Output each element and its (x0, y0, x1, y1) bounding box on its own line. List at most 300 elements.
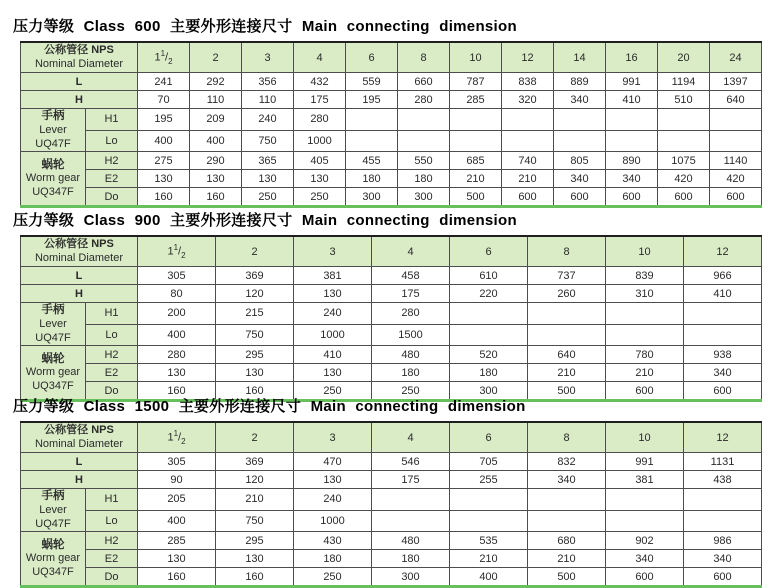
value-cell: 1131 (684, 453, 762, 471)
value-cell: 255 (450, 471, 528, 489)
value-cell: 241 (138, 73, 190, 91)
size-column-header: 12 (502, 42, 554, 73)
value-cell: 400 (138, 324, 216, 346)
header-row (21, 236, 762, 267)
row-label-cell: H (21, 285, 138, 303)
group-en-label: UQ347F (32, 380, 74, 393)
value-cell (450, 130, 502, 152)
value-cell: 550 (398, 152, 450, 170)
size-column-header: 3 (242, 42, 294, 73)
value-cell: 295 (216, 532, 294, 550)
header-en-label: Nominal Diameter (34, 437, 124, 450)
value-cell (684, 324, 762, 346)
value-cell: 938 (684, 346, 762, 364)
value-cell: 405 (294, 152, 346, 170)
value-cell: 400 (450, 568, 528, 587)
value-cell: 340 (606, 550, 684, 568)
sub-label-cell: H1 (86, 303, 138, 325)
size-column-header: $1^1/_2$ (138, 422, 216, 453)
value-cell: 740 (502, 152, 554, 170)
value-cell: 215 (216, 303, 294, 325)
value-cell: 305 (138, 453, 216, 471)
table-row (21, 152, 762, 170)
table-row (21, 91, 762, 109)
value-cell: 130 (294, 364, 372, 382)
table-title-class-600: 压力等级 Class 600 主要外形连接尺寸 Main connecting dimension (13, 18, 517, 35)
value-cell: 205 (138, 489, 216, 511)
value-cell: 660 (398, 73, 450, 91)
value-cell: 365 (242, 152, 294, 170)
value-cell: 280 (138, 346, 216, 364)
value-cell: 110 (190, 91, 242, 109)
value-cell: 160 (138, 188, 190, 207)
value-cell (502, 130, 554, 152)
header-row (21, 42, 762, 73)
value-cell: 210 (528, 550, 606, 568)
sub-label-cell: Do (86, 382, 138, 401)
value-cell: 210 (528, 364, 606, 382)
value-cell: 600 (554, 188, 606, 207)
value-cell (372, 510, 450, 532)
dimension-table-class-1500 (20, 421, 762, 588)
value-cell: 210 (216, 489, 294, 511)
value-cell: 250 (372, 382, 450, 401)
table-row (21, 510, 762, 532)
row-label-cell: L (21, 73, 138, 91)
value-cell: 280 (294, 109, 346, 131)
value-cell: 600 (658, 188, 710, 207)
value-cell: 120 (216, 285, 294, 303)
size-column-header: 10 (450, 42, 502, 73)
value-cell: 220 (450, 285, 528, 303)
value-cell: 275 (138, 152, 190, 170)
size-column-header: 24 (710, 42, 762, 73)
value-cell (554, 109, 606, 131)
size-column-header: 2 (216, 422, 294, 453)
value-cell: 320 (502, 91, 554, 109)
value-cell: 600 (684, 568, 762, 587)
dimension-table-class-600 (20, 41, 762, 208)
value-cell (684, 489, 762, 511)
group-label-cell (21, 532, 86, 587)
table-row (21, 346, 762, 364)
value-cell: 832 (528, 453, 606, 471)
value-cell: 260 (528, 285, 606, 303)
value-cell: 130 (294, 170, 346, 188)
value-cell: 250 (294, 188, 346, 207)
value-cell (606, 489, 684, 511)
value-cell: 986 (684, 532, 762, 550)
group-en-label: Lever UQ47F (35, 317, 71, 344)
value-cell: 130 (138, 364, 216, 382)
value-cell: 130 (216, 364, 294, 382)
group-en-label: UQ347F (32, 566, 74, 579)
value-cell: 780 (606, 346, 684, 364)
group-en-label: Worm gear (25, 366, 81, 379)
value-cell: 180 (294, 550, 372, 568)
value-cell: 1000 (294, 324, 372, 346)
size-column-header: 2 (216, 236, 294, 267)
size-column-header: 4 (294, 42, 346, 73)
value-cell: 535 (450, 532, 528, 550)
value-cell: 685 (450, 152, 502, 170)
value-cell: 787 (450, 73, 502, 91)
value-cell: 240 (294, 303, 372, 325)
value-cell (372, 489, 450, 511)
value-cell (398, 109, 450, 131)
value-cell (450, 324, 528, 346)
table-title-class-1500: 压力等级 Class 1500 主要外形连接尺寸 Main connecting dimension (13, 398, 526, 415)
value-cell: 240 (294, 489, 372, 511)
value-cell: 410 (684, 285, 762, 303)
size-column-header: 14 (554, 42, 606, 73)
value-cell: 160 (216, 382, 294, 401)
value-cell: 290 (190, 152, 242, 170)
value-cell: 400 (138, 130, 190, 152)
size-column-header: 6 (450, 422, 528, 453)
value-cell: 381 (294, 267, 372, 285)
value-cell: 369 (216, 453, 294, 471)
group-en-label: Worm gear (25, 172, 81, 185)
value-cell: 410 (294, 346, 372, 364)
value-cell: 300 (398, 188, 450, 207)
value-cell (606, 324, 684, 346)
value-cell: 750 (216, 510, 294, 532)
sub-label-cell: H2 (86, 152, 138, 170)
value-cell (554, 130, 606, 152)
size-column-header: 8 (528, 236, 606, 267)
row-label-cell: H (21, 471, 138, 489)
value-cell: 839 (606, 267, 684, 285)
value-cell: 356 (242, 73, 294, 91)
table-row (21, 130, 762, 152)
value-cell: 110 (242, 91, 294, 109)
value-cell: 470 (294, 453, 372, 471)
value-cell: 175 (372, 285, 450, 303)
table-row (21, 532, 762, 550)
value-cell: 410 (606, 91, 658, 109)
value-cell: 160 (216, 568, 294, 587)
value-cell: 680 (528, 532, 606, 550)
value-cell: 250 (294, 568, 372, 587)
value-cell: 90 (138, 471, 216, 489)
value-cell: 400 (138, 510, 216, 532)
table-row (21, 267, 762, 285)
row-label-cell: L (21, 267, 138, 285)
sub-label-cell: E2 (86, 364, 138, 382)
table-row (21, 188, 762, 207)
size-column-header: 16 (606, 42, 658, 73)
size-column-header: 12 (684, 236, 762, 267)
value-cell: 369 (216, 267, 294, 285)
value-cell: 130 (216, 550, 294, 568)
value-cell: 1194 (658, 73, 710, 91)
size-column-header: 4 (372, 236, 450, 267)
value-cell: 889 (554, 73, 606, 91)
value-cell: 640 (528, 346, 606, 364)
value-cell (606, 109, 658, 131)
header-zh-label: 公称管径 NPS (44, 238, 114, 251)
value-cell (658, 130, 710, 152)
size-column-header: 12 (684, 422, 762, 453)
value-cell (658, 109, 710, 131)
value-cell: 838 (502, 73, 554, 91)
table-row (21, 568, 762, 587)
sub-label-cell: Do (86, 568, 138, 587)
section-class-1500 (13, 395, 762, 588)
group-label-cell (21, 489, 86, 532)
value-cell: 130 (190, 170, 242, 188)
size-column-header: 10 (606, 236, 684, 267)
value-cell: 130 (138, 170, 190, 188)
value-cell: 305 (138, 267, 216, 285)
value-cell: 480 (372, 532, 450, 550)
table-row (21, 453, 762, 471)
value-cell: 130 (294, 285, 372, 303)
row-label-cell: L (21, 453, 138, 471)
table-title-class-900: 压力等级 Class 900 主要外形连接尺寸 Main connecting dimension (13, 212, 517, 229)
value-cell: 991 (606, 73, 658, 91)
value-cell: 120 (216, 471, 294, 489)
value-cell: 737 (528, 267, 606, 285)
sub-label-cell: Lo (86, 130, 138, 152)
value-cell: 480 (372, 346, 450, 364)
value-cell: 180 (398, 170, 450, 188)
table-row (21, 109, 762, 131)
value-cell (502, 109, 554, 131)
value-cell (606, 130, 658, 152)
value-cell: 70 (138, 91, 190, 109)
dimension-table-class-900 (20, 235, 762, 402)
value-cell (398, 130, 450, 152)
group-zh-label: 手柄 (41, 490, 65, 502)
value-cell (606, 303, 684, 325)
row-label-cell: H (21, 91, 138, 109)
sub-label-cell: E2 (86, 170, 138, 188)
table-row (21, 550, 762, 568)
value-cell (450, 109, 502, 131)
sub-label-cell: H2 (86, 346, 138, 364)
value-cell: 285 (450, 91, 502, 109)
header-en-label: Nominal Diameter (34, 251, 124, 264)
value-cell: 240 (242, 109, 294, 131)
group-en-label: UQ347F (32, 186, 74, 199)
size-column-header: 2 (190, 42, 242, 73)
sub-label-cell: H1 (86, 109, 138, 131)
value-cell (528, 510, 606, 532)
value-cell: 610 (450, 267, 528, 285)
table-row (21, 364, 762, 382)
value-cell (606, 510, 684, 532)
value-cell: 130 (294, 471, 372, 489)
value-cell: 750 (242, 130, 294, 152)
value-cell (710, 130, 762, 152)
size-column-header: 6 (450, 236, 528, 267)
value-cell: 1075 (658, 152, 710, 170)
value-cell: 340 (554, 170, 606, 188)
value-cell: 381 (606, 471, 684, 489)
value-cell: 750 (216, 324, 294, 346)
section-class-600 (13, 15, 762, 208)
group-zh-label: 蜗轮 (41, 538, 65, 551)
size-column-header: 8 (528, 422, 606, 453)
size-column-header: 10 (606, 422, 684, 453)
value-cell (346, 109, 398, 131)
value-cell: 600 (502, 188, 554, 207)
value-cell (528, 324, 606, 346)
value-cell: 1000 (294, 130, 346, 152)
value-cell: 559 (346, 73, 398, 91)
header-row (21, 422, 762, 453)
value-cell: 130 (138, 550, 216, 568)
group-zh-label: 手柄 (41, 304, 65, 316)
table-row (21, 324, 762, 346)
value-cell: 209 (190, 109, 242, 131)
value-cell: 455 (346, 152, 398, 170)
header-zh-label: 公称管径 NPS (44, 44, 114, 57)
table-row (21, 471, 762, 489)
size-column-header: 3 (294, 236, 372, 267)
value-cell: 1397 (710, 73, 762, 91)
value-cell: 705 (450, 453, 528, 471)
value-cell (450, 303, 528, 325)
group-label-cell (21, 109, 86, 152)
value-cell: 1140 (710, 152, 762, 170)
value-cell: 175 (294, 91, 346, 109)
value-cell: 500 (528, 382, 606, 401)
value-cell: 458 (372, 267, 450, 285)
header-zh-label: 公称管径 NPS (44, 424, 114, 437)
value-cell: 210 (450, 170, 502, 188)
size-column-header: 8 (398, 42, 450, 73)
value-cell: 510 (658, 91, 710, 109)
size-column-header: 20 (658, 42, 710, 73)
value-cell: 991 (606, 453, 684, 471)
value-cell: 432 (294, 73, 346, 91)
value-cell: 210 (450, 550, 528, 568)
value-cell: 250 (294, 382, 372, 401)
sub-label-cell: Lo (86, 324, 138, 346)
value-cell: 160 (138, 568, 216, 587)
table-row (21, 285, 762, 303)
sub-label-cell: H2 (86, 532, 138, 550)
value-cell: 500 (450, 188, 502, 207)
table-row (21, 489, 762, 511)
group-zh-label: 蜗轮 (41, 158, 65, 171)
value-cell: 966 (684, 267, 762, 285)
value-cell: 280 (398, 91, 450, 109)
value-cell: 500 (528, 568, 606, 587)
group-en-label: Lever UQ47F (35, 123, 71, 150)
sub-label-cell: E2 (86, 550, 138, 568)
group-zh-label: 蜗轮 (41, 352, 65, 365)
value-cell: 600 (606, 382, 684, 401)
table-row (21, 73, 762, 91)
value-cell: 340 (684, 550, 762, 568)
value-cell (450, 489, 528, 511)
group-en-label: Worm gear (25, 552, 81, 565)
value-cell: 295 (216, 346, 294, 364)
value-cell: 180 (346, 170, 398, 188)
value-cell (684, 510, 762, 532)
table-row (21, 170, 762, 188)
value-cell: 285 (138, 532, 216, 550)
value-cell: 430 (294, 532, 372, 550)
value-cell: 180 (372, 364, 450, 382)
value-cell: 420 (710, 170, 762, 188)
group-label-cell (21, 303, 86, 346)
section-class-900 (13, 209, 762, 402)
value-cell: 890 (606, 152, 658, 170)
group-label-cell (21, 346, 86, 401)
value-cell: 1500 (372, 324, 450, 346)
group-label-cell (21, 152, 86, 207)
value-cell: 340 (528, 471, 606, 489)
value-cell: 438 (684, 471, 762, 489)
value-cell: 340 (606, 170, 658, 188)
value-cell: 902 (606, 532, 684, 550)
value-cell: 1000 (294, 510, 372, 532)
header-en-label: Nominal Diameter (34, 57, 124, 70)
value-cell: 180 (450, 364, 528, 382)
table-row (21, 303, 762, 325)
value-cell: 310 (606, 285, 684, 303)
value-cell: 195 (138, 109, 190, 131)
value-cell: 80 (138, 285, 216, 303)
sub-label-cell: Lo (86, 510, 138, 532)
size-column-header: $1^1/_2$ (138, 236, 216, 267)
value-cell: 180 (372, 550, 450, 568)
sub-label-cell: H1 (86, 489, 138, 511)
value-cell: 300 (450, 382, 528, 401)
value-cell: 805 (554, 152, 606, 170)
size-column-header: 4 (372, 422, 450, 453)
value-cell: 210 (502, 170, 554, 188)
value-cell: 600 (606, 188, 658, 207)
value-cell: 340 (684, 364, 762, 382)
value-cell: 640 (710, 91, 762, 109)
value-cell: 300 (372, 568, 450, 587)
value-cell: 195 (346, 91, 398, 109)
size-column-header: $1^1/_2$ (138, 42, 190, 73)
group-zh-label: 手柄 (41, 110, 65, 122)
value-cell: 280 (372, 303, 450, 325)
value-cell: 400 (190, 130, 242, 152)
value-cell (528, 489, 606, 511)
value-cell (346, 130, 398, 152)
value-cell: 420 (658, 170, 710, 188)
value-cell: 175 (372, 471, 450, 489)
value-cell (684, 303, 762, 325)
nominal-diameter-header-cell (21, 422, 138, 453)
value-cell (710, 109, 762, 131)
value-cell: 300 (346, 188, 398, 207)
value-cell: 130 (242, 170, 294, 188)
size-column-header: 6 (346, 42, 398, 73)
value-cell: 600 (684, 382, 762, 401)
value-cell: 160 (138, 382, 216, 401)
value-cell: 600 (606, 568, 684, 587)
size-column-header: 3 (294, 422, 372, 453)
value-cell: 210 (606, 364, 684, 382)
value-cell: 340 (554, 91, 606, 109)
value-cell (528, 303, 606, 325)
group-en-label: Lever UQ47F (35, 503, 71, 530)
sub-label-cell: Do (86, 188, 138, 207)
value-cell (450, 510, 528, 532)
nominal-diameter-header-cell (21, 42, 138, 73)
value-cell: 600 (710, 188, 762, 207)
